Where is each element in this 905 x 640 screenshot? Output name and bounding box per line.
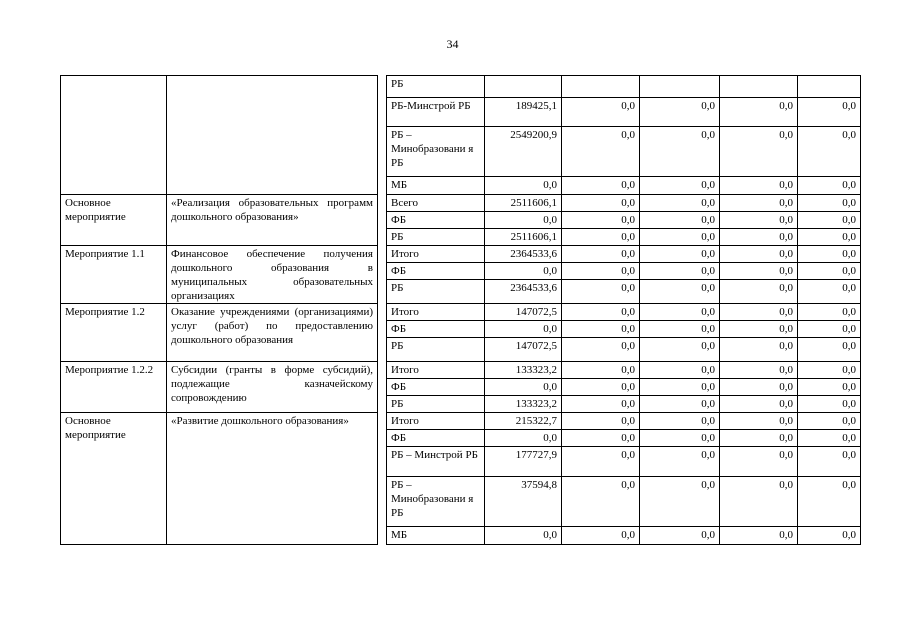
value-cell: 0,0	[720, 362, 798, 379]
value-cell: 0,0	[798, 177, 861, 195]
value-cell: 0,0	[562, 280, 640, 304]
value-cell: 0,0	[798, 447, 861, 477]
value-cell: 0,0	[798, 246, 861, 263]
value-cell	[640, 76, 720, 98]
value-cell: 0,0	[720, 246, 798, 263]
funding-source: РБ-Минстрой РБ	[387, 98, 485, 127]
value-cell: 0,0	[720, 527, 798, 545]
value-cell: 0,0	[640, 413, 720, 430]
funding-source: РБ – Минобразовани я РБ	[387, 477, 485, 527]
event-description-cell: «Реализация образовательных программ дошкольного образования»	[167, 195, 378, 246]
value-cell: 0,0	[720, 98, 798, 127]
table-row	[61, 362, 861, 379]
funding-source: Итого	[387, 246, 485, 263]
value-cell: 0,0	[640, 338, 720, 362]
value-cell: 0,0	[640, 396, 720, 413]
event-name-cell: Мероприятие 1.2	[61, 304, 167, 362]
value-cell: 0,0	[720, 280, 798, 304]
value-cell: 0,0	[798, 396, 861, 413]
value-cell: 0,0	[798, 98, 861, 127]
page-number: 34	[446, 37, 459, 51]
funding-source: РБ	[387, 396, 485, 413]
value-cell: 0,0	[720, 430, 798, 447]
value-cell: 147072,5	[485, 338, 562, 362]
value-cell: 0,0	[798, 229, 861, 246]
value-cell: 0,0	[640, 304, 720, 321]
value-cell: 0,0	[562, 212, 640, 229]
value-cell: 0,0	[798, 413, 861, 430]
value-cell: 0,0	[562, 338, 640, 362]
funding-source: ФБ	[387, 212, 485, 229]
value-cell: 0,0	[485, 263, 562, 280]
value-cell: 0,0	[485, 430, 562, 447]
funding-source: РБ	[387, 76, 485, 98]
funding-source: ФБ	[387, 379, 485, 396]
table-row	[61, 413, 861, 430]
funding-source: ФБ	[387, 321, 485, 338]
value-cell: 37594,8	[485, 477, 562, 527]
value-cell: 0,0	[640, 246, 720, 263]
value-cell: 0,0	[562, 477, 640, 527]
funding-source: РБ – Минстрой РБ	[387, 447, 485, 477]
value-cell: 177727,9	[485, 447, 562, 477]
event-description-cell: Субсидии (гранты в форме субсидий), подлежащие казначейскому сопровождению	[167, 362, 378, 413]
table-row	[61, 195, 861, 212]
event-description-cell: Оказание учреждениями (организациями) услуг (работ) по предоставлению дошкольного образования	[167, 304, 378, 362]
value-cell: 147072,5	[485, 304, 562, 321]
value-cell: 0,0	[562, 304, 640, 321]
value-cell: 0,0	[798, 362, 861, 379]
event-name-cell: Основное мероприятие	[61, 195, 167, 246]
value-cell: 0,0	[720, 396, 798, 413]
value-cell: 0,0	[640, 447, 720, 477]
value-cell: 2511606,1	[485, 229, 562, 246]
value-cell: 0,0	[720, 195, 798, 212]
value-cell: 0,0	[720, 477, 798, 527]
value-cell: 0,0	[640, 177, 720, 195]
value-cell: 0,0	[720, 413, 798, 430]
value-cell: 0,0	[562, 321, 640, 338]
value-cell	[720, 76, 798, 98]
value-cell: 0,0	[562, 246, 640, 263]
value-cell: 0,0	[562, 396, 640, 413]
event-description-cell: Финансовое обеспечение получения дошкольного образования в муниципальных образовательных организациях	[167, 246, 378, 304]
value-cell: 0,0	[720, 338, 798, 362]
funding-source: Итого	[387, 304, 485, 321]
value-cell	[562, 76, 640, 98]
value-cell: 0,0	[562, 430, 640, 447]
funding-source: РБ – Минобразовани я РБ	[387, 127, 485, 177]
value-cell: 0,0	[485, 527, 562, 545]
table-row	[61, 246, 861, 263]
value-cell: 0,0	[562, 98, 640, 127]
event-name-cell: Основное мероприятие	[61, 413, 167, 545]
value-cell: 0,0	[798, 338, 861, 362]
value-cell: 0,0	[485, 177, 562, 195]
table-row	[61, 76, 861, 98]
value-cell: 0,0	[640, 229, 720, 246]
value-cell: 0,0	[640, 212, 720, 229]
value-cell: 0,0	[562, 229, 640, 246]
funding-source: Всего	[387, 195, 485, 212]
value-cell: 0,0	[640, 379, 720, 396]
value-cell: 0,0	[485, 212, 562, 229]
funding-source: МБ	[387, 527, 485, 545]
funding-source: МБ	[387, 177, 485, 195]
column-gap	[378, 76, 387, 545]
value-cell: 0,0	[798, 304, 861, 321]
value-cell: 0,0	[562, 413, 640, 430]
value-cell: 0,0	[562, 379, 640, 396]
value-cell: 0,0	[720, 263, 798, 280]
value-cell: 0,0	[485, 321, 562, 338]
event-description-cell: «Развитие дошкольного образования»	[167, 413, 378, 545]
value-cell: 2364533,6	[485, 246, 562, 263]
value-cell: 0,0	[720, 379, 798, 396]
value-cell: 0,0	[798, 379, 861, 396]
event-name-cell: Мероприятие 1.1	[61, 246, 167, 304]
value-cell: 2511606,1	[485, 195, 562, 212]
value-cell	[485, 76, 562, 98]
value-cell: 133323,2	[485, 396, 562, 413]
value-cell: 0,0	[720, 212, 798, 229]
value-cell: 0,0	[720, 321, 798, 338]
event-name-cell: Мероприятие 1.2.2	[61, 362, 167, 413]
value-cell: 0,0	[640, 477, 720, 527]
value-cell: 0,0	[798, 527, 861, 545]
value-cell: 133323,2	[485, 362, 562, 379]
value-cell: 0,0	[640, 127, 720, 177]
value-cell: 0,0	[720, 177, 798, 195]
value-cell: 0,0	[562, 177, 640, 195]
value-cell: 0,0	[798, 195, 861, 212]
value-cell: 0,0	[720, 447, 798, 477]
value-cell: 0,0	[798, 127, 861, 177]
value-cell: 0,0	[562, 447, 640, 477]
value-cell: 0,0	[640, 195, 720, 212]
value-cell: 0,0	[640, 280, 720, 304]
value-cell: 0,0	[562, 195, 640, 212]
value-cell: 0,0	[720, 229, 798, 246]
value-cell: 0,0	[562, 263, 640, 280]
funding-source: РБ	[387, 280, 485, 304]
value-cell: 0,0	[562, 527, 640, 545]
value-cell: 0,0	[798, 477, 861, 527]
funding-source: Итого	[387, 413, 485, 430]
value-cell: 0,0	[562, 362, 640, 379]
value-cell: 0,0	[640, 98, 720, 127]
budget-table	[60, 75, 861, 545]
funding-source: ФБ	[387, 430, 485, 447]
funding-source: ФБ	[387, 263, 485, 280]
value-cell: 215322,7	[485, 413, 562, 430]
funding-source: Итого	[387, 362, 485, 379]
event-description-cell	[167, 76, 378, 195]
value-cell	[798, 76, 861, 98]
value-cell: 2549200,9	[485, 127, 562, 177]
table-row	[61, 304, 861, 321]
value-cell: 0,0	[640, 430, 720, 447]
funding-source: РБ	[387, 338, 485, 362]
value-cell: 0,0	[640, 362, 720, 379]
funding-source: РБ	[387, 229, 485, 246]
value-cell: 0,0	[720, 127, 798, 177]
value-cell: 0,0	[798, 430, 861, 447]
event-name-cell	[61, 76, 167, 195]
value-cell: 0,0	[485, 379, 562, 396]
value-cell: 0,0	[562, 127, 640, 177]
value-cell: 0,0	[720, 304, 798, 321]
value-cell: 0,0	[798, 321, 861, 338]
value-cell: 0,0	[798, 263, 861, 280]
value-cell: 0,0	[640, 527, 720, 545]
value-cell: 0,0	[798, 212, 861, 229]
value-cell: 0,0	[640, 321, 720, 338]
value-cell: 0,0	[640, 263, 720, 280]
value-cell: 189425,1	[485, 98, 562, 127]
value-cell: 2364533,6	[485, 280, 562, 304]
value-cell: 0,0	[798, 280, 861, 304]
